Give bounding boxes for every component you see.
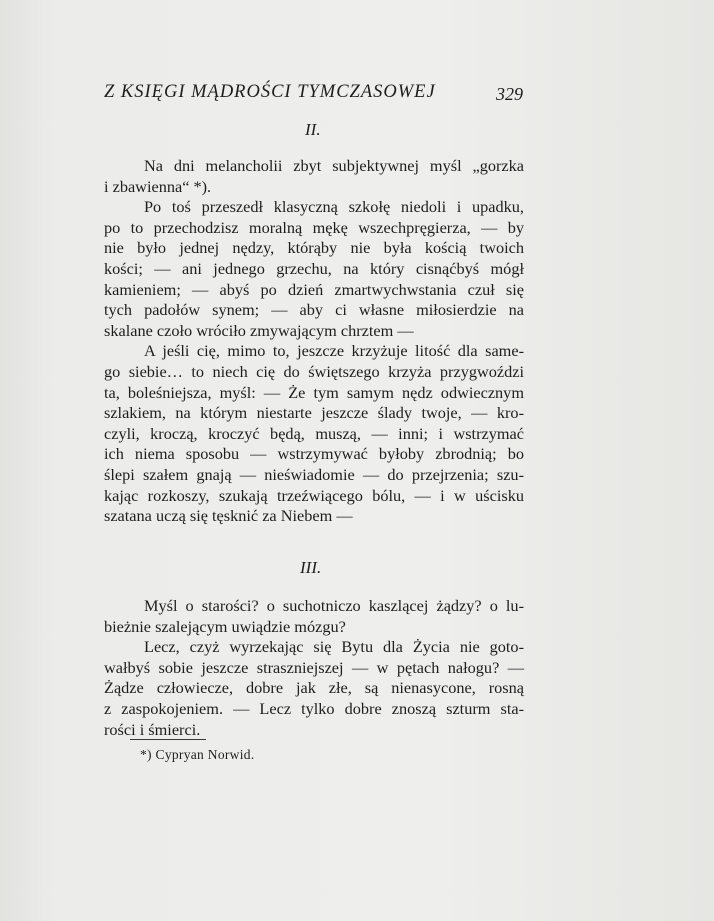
- text-line: z zaspokojeniem. — Lecz tylko dobre znoszą szturm sta-: [104, 698, 524, 718]
- text-line: Myśl o starości? o suchotniczo kaszlącej żądzy? o lu-: [144, 596, 524, 615]
- paragraph: [104, 637, 524, 740]
- text-line: i zbawienna“ *).: [104, 176, 212, 196]
- text-line: Żądze człowiecze, dobre jak złe, są nienasycone, rosną: [104, 678, 524, 698]
- text-line: Lecz, czyż wyrzekając się Bytu dla Życia nie goto-: [144, 637, 524, 657]
- section-iii-text: [104, 596, 524, 740]
- paragraph: [104, 197, 524, 341]
- text-line: skalane czoło wróciło zmywającym chrztem —: [104, 320, 414, 340]
- text-line: rości i śmierci.: [104, 719, 201, 739]
- text-line: nie było jednej nędzy, którąby nie była kością twoich: [104, 238, 524, 258]
- text-line: szatana uczą się tęsknić za Niebem —: [104, 506, 353, 526]
- text-line: tych padołów synem; — aby ci własne miłosierdzie na: [104, 300, 524, 320]
- text-line: kając rozkoszy, szukają trzeźwiącego bólu, — i w uścisku: [104, 485, 524, 505]
- text-line: szlakiem, na którym niestarte jeszcze ślady twoje, — kro-: [104, 403, 524, 423]
- text-line: go siebie… to niech cię do świętszego krzyża przygwoździ: [104, 361, 524, 381]
- text-line: kamieniem; — abyś po dzień zmartwychwstania czuł się: [104, 279, 524, 299]
- text-line: po to przechodzisz moralną mękę wszechpręgierza, — by: [104, 217, 524, 237]
- text-line: wałbyś sobie jeszcze straszniejszej — w pętach nałogu? —: [104, 657, 524, 677]
- page-number: 329: [496, 84, 523, 104]
- paragraph: [104, 341, 524, 526]
- footnote-rule: [130, 739, 206, 740]
- text-line: A jeśli cię, mimo to, jeszcze krzyżuje litość dla same-: [144, 341, 524, 361]
- text-line: Na dni melancholii zbyt subjektywnej myśl „gorzka: [144, 156, 524, 175]
- text-line: Po toś przeszedł klasyczną szkołę niedoli i upadku,: [144, 197, 524, 217]
- text-line: ta, boleśniejsza, myśl: — Że tym samym nędz odwiecznym: [104, 382, 524, 402]
- running-title: Z KSIĘGI MĄDROŚCI TYMCZASOWEJ: [104, 82, 436, 102]
- text-line: kości; — ani jednego grzechu, na który cisnąćbyś mógł: [104, 258, 524, 278]
- section-ii-text: [104, 156, 524, 527]
- text-line: bieżnie szalejącym uwiądzie mózgu?: [104, 616, 346, 636]
- section-numeral-ii: II.: [305, 120, 321, 139]
- text-line: ich niema sposobu — wstrzymywać byłoby zbrodnią; bo: [104, 444, 524, 464]
- text-line: ślepi szałem gnają — nieświadomie — do przejrzenia; szu-: [104, 464, 524, 484]
- text-line: czyli, kroczą, kroczyć będą, muszą, — inni; i wstrzymać: [104, 423, 524, 443]
- section-numeral-iii: III.: [300, 558, 322, 577]
- paragraph: [104, 596, 524, 637]
- paragraph: [104, 156, 524, 197]
- footnote: *) Cypryan Norwid.: [140, 747, 255, 762]
